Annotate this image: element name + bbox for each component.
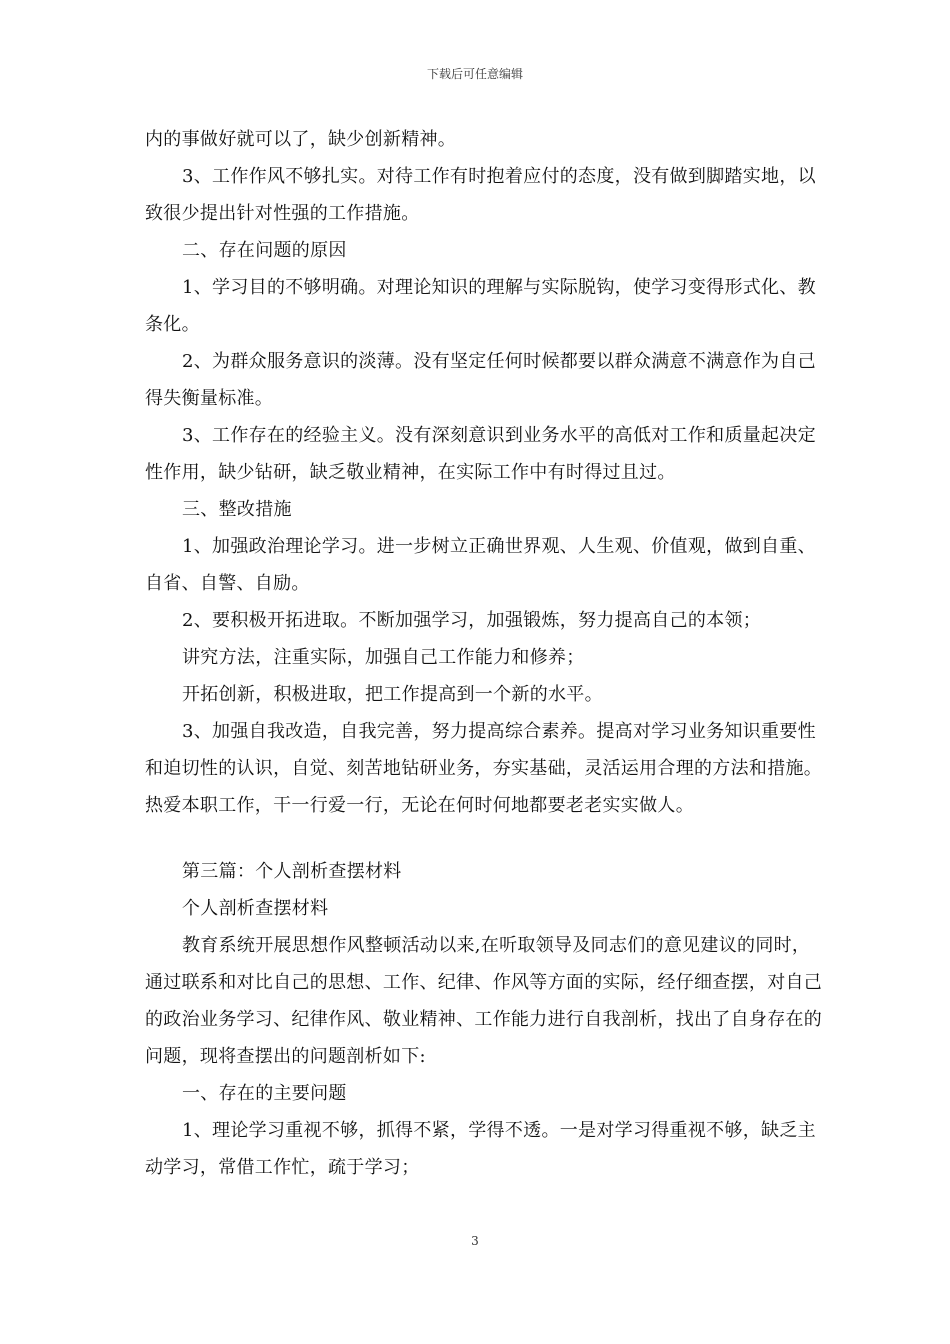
- paragraph: 2、要积极开拓进取。不断加强学习，加强锻炼，努力提高自己的本领；: [182, 610, 762, 631]
- paragraph: 讲究方法，注重实际，加强自己工作能力和修养；: [182, 647, 585, 668]
- document-body: [145, 121, 825, 1186]
- paragraph: 教育系统开展思想作风整顿活动以来,在听取领导及同志们的意见建议的同时，通过联系和对比自己的思想、工作、纪律、作风等方面的实际，经仔细查摆，对自己的政治业务学习、纪律作风、敬业精神、工作能力进行自我剖析，找出了自身存在的问题，现将查摆出的问题剖析如下:: [145, 935, 823, 1067]
- document-title: 个人剖析查摆材料: [182, 898, 329, 919]
- section-heading: 三、整改措施: [182, 499, 292, 520]
- paragraph: 2、为群众服务意识的淡薄。没有坚定任何时候都要以群众满意不满意作为自己得失衡量标准。: [145, 351, 816, 409]
- paragraph: 1、理论学习重视不够，抓得不紧，学得不透。一是对学习得重视不够，缺乏主动学习，常借工作忙，疏于学习；: [145, 1120, 816, 1178]
- paragraph: 1、学习目的不够明确。对理论知识的理解与实际脱钩，使学习变得形式化、教条化。: [145, 277, 816, 335]
- section-heading: 一、存在的主要问题: [182, 1083, 347, 1104]
- page-number: 3: [471, 1234, 479, 1248]
- paragraph: 3、加强自我改造，自我完善，努力提高综合素养。提高对学习业务知识重要性和迫切性的认识，自觉、刻苦地钻研业务，夯实基础，灵活运用合理的方法和措施。热爱本职工作，干一行爱一行，无论在何时何地都要老老实实做人。: [145, 721, 823, 816]
- section-gap: [145, 824, 825, 853]
- chapter-title: 第三篇：个人剖析查摆材料: [182, 861, 402, 882]
- page-header: 下载后可任意编辑: [426, 67, 523, 81]
- paragraph: 3、工作作风不够扎实。对待工作有时抱着应付的态度，没有做到脚踏实地，以致很少提出针对性强的工作措施。: [145, 166, 816, 224]
- paragraph: 1、加强政治理论学习。进一步树立正确世界观、人生观、价值观，做到自重、自省、自警、自励。: [145, 536, 816, 594]
- paragraph: 开拓创新，积极进取，把工作提高到一个新的水平。: [182, 684, 603, 705]
- paragraph: 3、工作存在的经验主义。没有深刻意识到业务水平的高低对工作和质量起决定性作用，缺少钻研，缺乏敬业精神，在实际工作中有时得过且过。: [145, 425, 816, 483]
- paragraph: 内的事做好就可以了，缺少创新精神。: [145, 129, 457, 150]
- section-heading: 二、存在问题的原因: [182, 240, 347, 261]
